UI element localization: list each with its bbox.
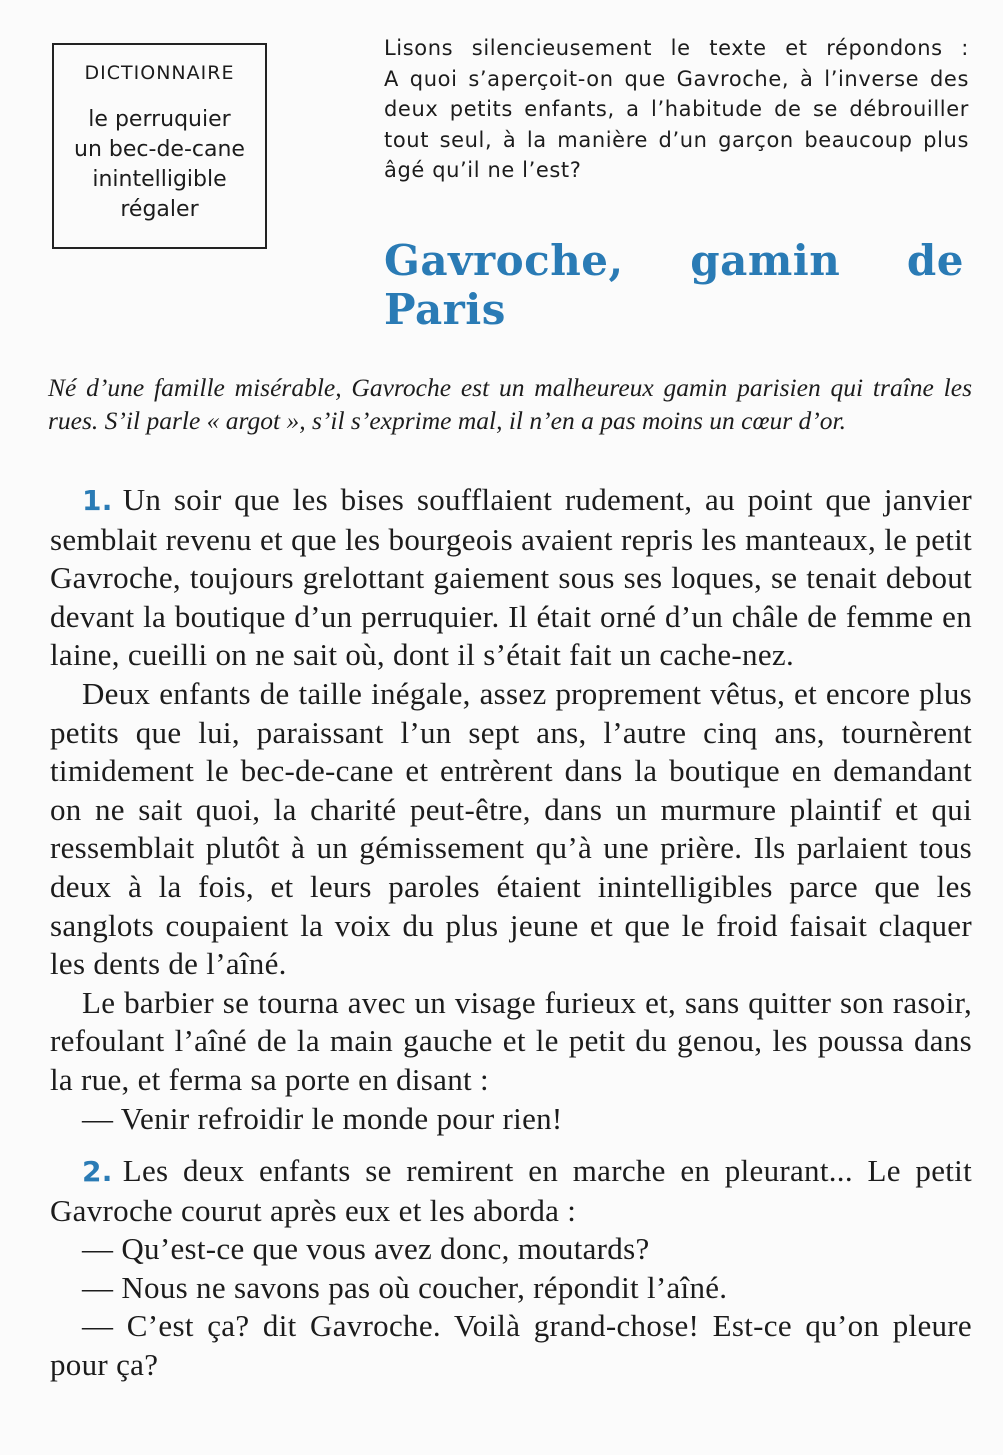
dialogue-line: — C’est ça? dit Gavroche. Voilà grand-chose! Est-ce qu’on pleure pour ça? (50, 1308, 972, 1383)
reading-question (384, 33, 969, 186)
dialogue-line: — Venir refroidir le monde pour rien! (82, 1100, 563, 1136)
chapter-title: Gavroche, gamin de Paris (384, 236, 964, 334)
story-paragraph: 2. Les deux enfants se remirent en marche en pleurant... Le petit Gavroche courut après eux et les aborda : (50, 1153, 972, 1228)
story-paragraph: 1. Un soir que les bises soufflaient rudement, au point que janvier semblait revenu et que les bourgeois avaient repris les manteaux, le petit Gavroche, toujours grelottant gaiement sous ses loques, se tenait debout devant la boutique d’un perruquier. Il était orné d’un châle de femme en laine, cueilli on ne sait où, dont il s’était fait un cache-nez. (50, 482, 972, 673)
intro-paragraph: Né d’une famille misérable, Gavroche est un malheureux gamin parisien qui traîne les rues. S’il parle « argot », s’il s’exprime mal, il n’en a pas moins un cœur d’or. (48, 373, 972, 435)
dictionary-box (52, 43, 267, 249)
dialogue-line: — Nous ne savons pas où coucher, répondit l’aîné. (82, 1269, 728, 1305)
story-paragraph: Deux enfants de taille inégale, assez proprement vêtus, et encore plus petits que lui, paraissant l’un sept ans, l’autre cinq ans, tournèrent timidement le bec-de-cane et entrèrent dans la boutique en demandant on ne sait quoi, la charité peut-être, dans un murmure plaintif et qui ressemblait plutôt à un gémissement qu’à une prière. Ils parlaient tous deux à la fois, et leurs paroles étaient inintelligibles parce que les sanglots coupaient la voix du plus jeune et que le froid faisait claquer les dents de l’aîné. (50, 675, 972, 982)
story-paragraph: Le barbier se tourna avec un visage furieux et, sans quitter son rasoir, refoulant l’aîné de la main gauche et le petit du genou, les poussa dans la rue, et ferma sa porte en disant : (50, 984, 972, 1097)
dictionary-heading: DICTIONNAIRE (84, 62, 235, 84)
question-text: A quoi s’aperçoit-on que Gavroche, à l’inverse des deux petits enfants, a l’habitude de se débrouiller tout seul, à la manière d’un garçon beaucoup plus âgé qu’il ne l’est? (384, 66, 969, 182)
question-lead: Lisons silencieusement le texte et répondons : (384, 36, 969, 60)
section-number: 2. (82, 1155, 113, 1189)
dictionary-word: un bec-de-cane (74, 137, 245, 162)
dialogue-line: — Qu’est-ce que vous avez donc, moutards? (82, 1231, 650, 1267)
dictionary-word: régaler (120, 197, 199, 222)
dictionary-word-list (54, 105, 265, 225)
dictionary-word: inintelligible (92, 167, 227, 192)
dictionary-word: le perruquier (88, 107, 231, 132)
story-text (50, 481, 972, 1385)
section-number: 1. (82, 484, 113, 517)
